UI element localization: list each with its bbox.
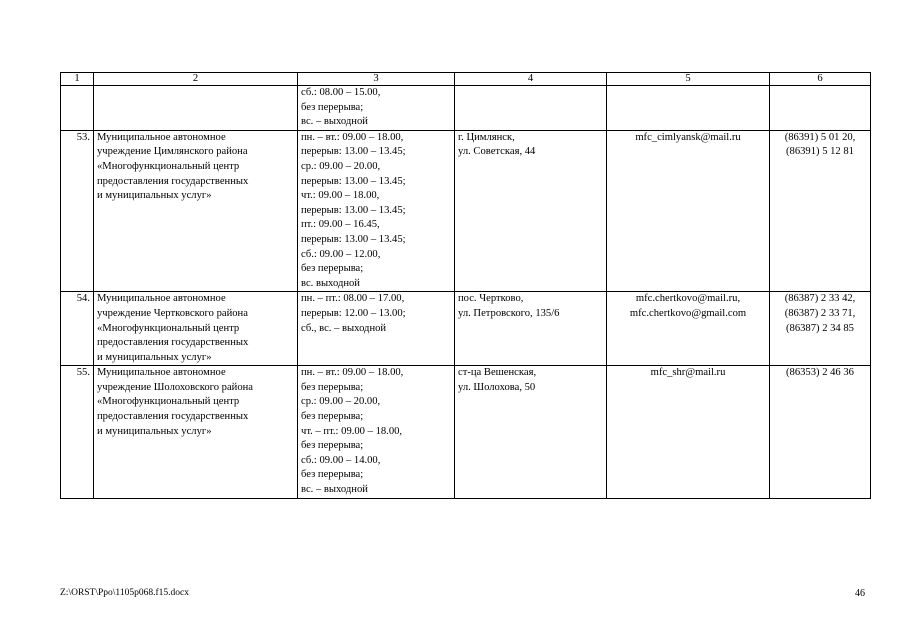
column-header-3: 3 <box>298 73 455 86</box>
email <box>607 86 770 131</box>
address: ст-ца Вешенская, ул. Шолохова, 50 <box>455 366 607 498</box>
table-row <box>61 130 871 292</box>
address <box>455 86 607 131</box>
email: mfc_cimlyansk@mail.ru <box>607 130 770 292</box>
table-row <box>61 292 871 366</box>
table-row-continuation <box>61 86 871 131</box>
column-header-2: 2 <box>94 73 298 86</box>
page-number: 46 <box>855 588 865 599</box>
institution-name: Муниципальное автономное учреждение Шолоховского района «Многофункциональный центр предоставления государственных и муниципальных услуг» <box>94 366 298 498</box>
email: mfc.chertkovo@mail.ru, mfc.chertkovo@gmail.com <box>607 292 770 366</box>
table-row <box>61 366 871 498</box>
mfc-table <box>60 72 871 499</box>
institution-name: Муниципальное автономное учреждение Цимлянского района «Многофункциональный центр предоставления государственных и муниципальных услуг» <box>94 130 298 292</box>
phone: (86387) 2 33 42, (86387) 2 33 71, (86387) 2 34 85 <box>770 292 871 366</box>
row-number: 55. <box>61 366 94 498</box>
address: пос. Чертково, ул. Петровского, 135/6 <box>455 292 607 366</box>
footer-file-path: Z:\ORST\Ppo\1105p068.f15.docx <box>60 588 189 598</box>
phone: (86391) 5 01 20, (86391) 5 12 81 <box>770 130 871 292</box>
row-number: 54. <box>61 292 94 366</box>
working-hours: сб.: 08.00 – 15.00, без перерыва; вс. – выходной <box>298 86 455 131</box>
column-header-6: 6 <box>770 73 871 86</box>
column-header-4: 4 <box>455 73 607 86</box>
table-header-row <box>61 73 871 86</box>
working-hours: пн. – вт.: 09.00 – 18.00, без перерыва; ср.: 09.00 – 20.00, без перерыва; чт. – пт.: 09.00 – 18.00, без перерыва; сб.: 09.00 – 14.00, без перерыва; вс. – выходной <box>298 366 455 498</box>
phone <box>770 86 871 131</box>
working-hours: пн. – пт.: 08.00 – 17.00, перерыв: 12.00 – 13.00; сб., вс. – выходной <box>298 292 455 366</box>
email: mfc_shr@mail.ru <box>607 366 770 498</box>
institution-name <box>94 86 298 131</box>
institution-name: Муниципальное автономное учреждение Чертковского района «Многофункциональный центр предоставления государственных и муниципальных услуг» <box>94 292 298 366</box>
row-number <box>61 86 94 131</box>
address: г. Цимлянск, ул. Советская, 44 <box>455 130 607 292</box>
column-header-1: 1 <box>61 73 94 86</box>
row-number: 53. <box>61 130 94 292</box>
phone: (86353) 2 46 36 <box>770 366 871 498</box>
column-header-5: 5 <box>607 73 770 86</box>
working-hours: пн. – вт.: 09.00 – 18.00, перерыв: 13.00 – 13.45; ср.: 09.00 – 20.00, перерыв: 13.00 – 13.45; чт.: 09.00 – 18.00, перерыв: 13.00 – 13.45; пт.: 09.00 – 16.45, перерыв: 13.00 – 13.45; сб.: 09.00 – 12.00, без перерыва; вс. выходной <box>298 130 455 292</box>
